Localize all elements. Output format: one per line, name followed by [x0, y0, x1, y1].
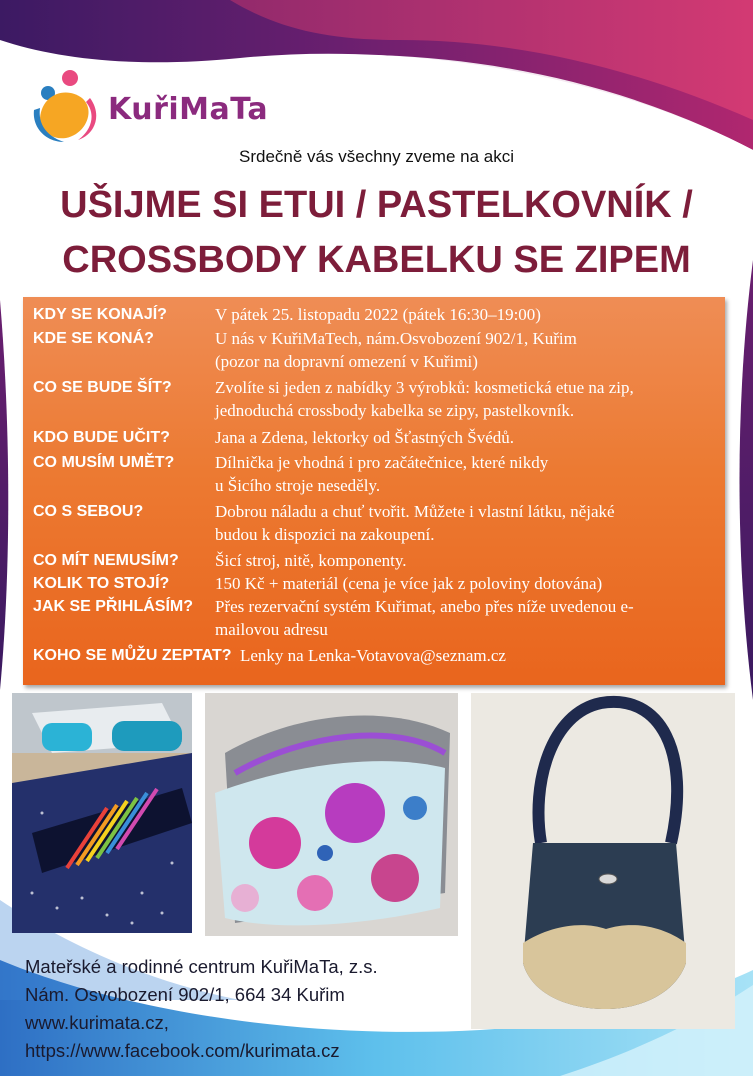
brand-name: KuřiMaTa [108, 92, 269, 127]
info-value: Dílnička je vhodná i pro začátečnice, které nikdy [215, 453, 549, 472]
info-value: jednoduchá crossbody kabelka se zipy, pastelkovník. [215, 401, 575, 420]
info-label: KDY SE KONAJÍ? [33, 306, 167, 323]
info-label: CO MUSÍM UMĚT? [33, 454, 175, 471]
info-value: Zvolíte si jeden z nabídky 3 výrobků: kosmetická etue na zip, [215, 378, 634, 397]
event-title-line2: CROSSBODY KABELKU SE ZIPEM [62, 239, 691, 281]
info-value: mailovou adresu [215, 620, 328, 639]
info-value: Přes rezervační systém Kuřimat, anebo přes níže uvedenou e- [215, 597, 634, 616]
info-value: u Šicího stroje neseděly. [215, 476, 381, 495]
info-value: Jana a Zdena, lektorky od Šťastných Švédů. [215, 428, 515, 447]
info-label: CO MÍT NEMUSÍM? [33, 552, 179, 569]
info-value: U nás v KuřiMaTech, nám.Osvobození 902/1, Kuřim [215, 329, 577, 348]
cosmetic-bag-photo [205, 693, 458, 936]
info-value: (pozor na dopravní omezení v Kuřimi) [215, 352, 478, 371]
info-value: Lenky na Lenka-Votavova@seznam.cz [240, 646, 506, 665]
info-value: Šicí stroj, nitě, komponenty. [215, 551, 407, 570]
info-label: KOHO SE MŮŽU ZEPTAT? [33, 647, 232, 664]
info-label: CO SE BUDE ŠÍT? [33, 379, 172, 396]
pencil-roll-photo [12, 693, 192, 933]
facebook-link[interactable]: https://www.facebook.com/kurimata.cz [25, 1040, 340, 1061]
invitation-text: Srdečně vás všechny zveme na akci [239, 147, 514, 166]
info-label: KDE SE KONÁ? [33, 330, 154, 347]
info-label: KOLIK TO STOJÍ? [33, 575, 170, 592]
info-value: Dobrou náladu a chuť tvořit. Můžete i vlastní látku, nějaké [215, 502, 615, 521]
website-link[interactable]: www.kurimata.cz, [25, 1012, 169, 1033]
event-title-line1: UŠIJME SI ETUI / PASTELKOVNÍK / [60, 184, 693, 226]
info-label: JAK SE PŘIHLÁSÍM? [33, 598, 194, 615]
event-info-panel [23, 297, 725, 685]
info-label: CO S SEBOU? [33, 503, 144, 520]
crossbody-bag-photo [471, 693, 735, 1029]
info-value: V pátek 25. listopadu 2022 (pátek 16:30–19:00) [215, 305, 541, 324]
info-value: 150 Kč + materiál (cena je více jak z poloviny dotována) [215, 574, 603, 593]
organizer-footer [25, 953, 378, 1065]
info-label: KDO BUDE UČIT? [33, 429, 170, 446]
organizer-address: Nám. Osvobození 902/1, 664 34 Kuřim [25, 984, 345, 1005]
info-value: budou k dispozici na zakoupení. [215, 525, 435, 544]
organizer-name: Mateřské a rodinné centrum KuřiMaTa, z.s. [25, 956, 378, 977]
